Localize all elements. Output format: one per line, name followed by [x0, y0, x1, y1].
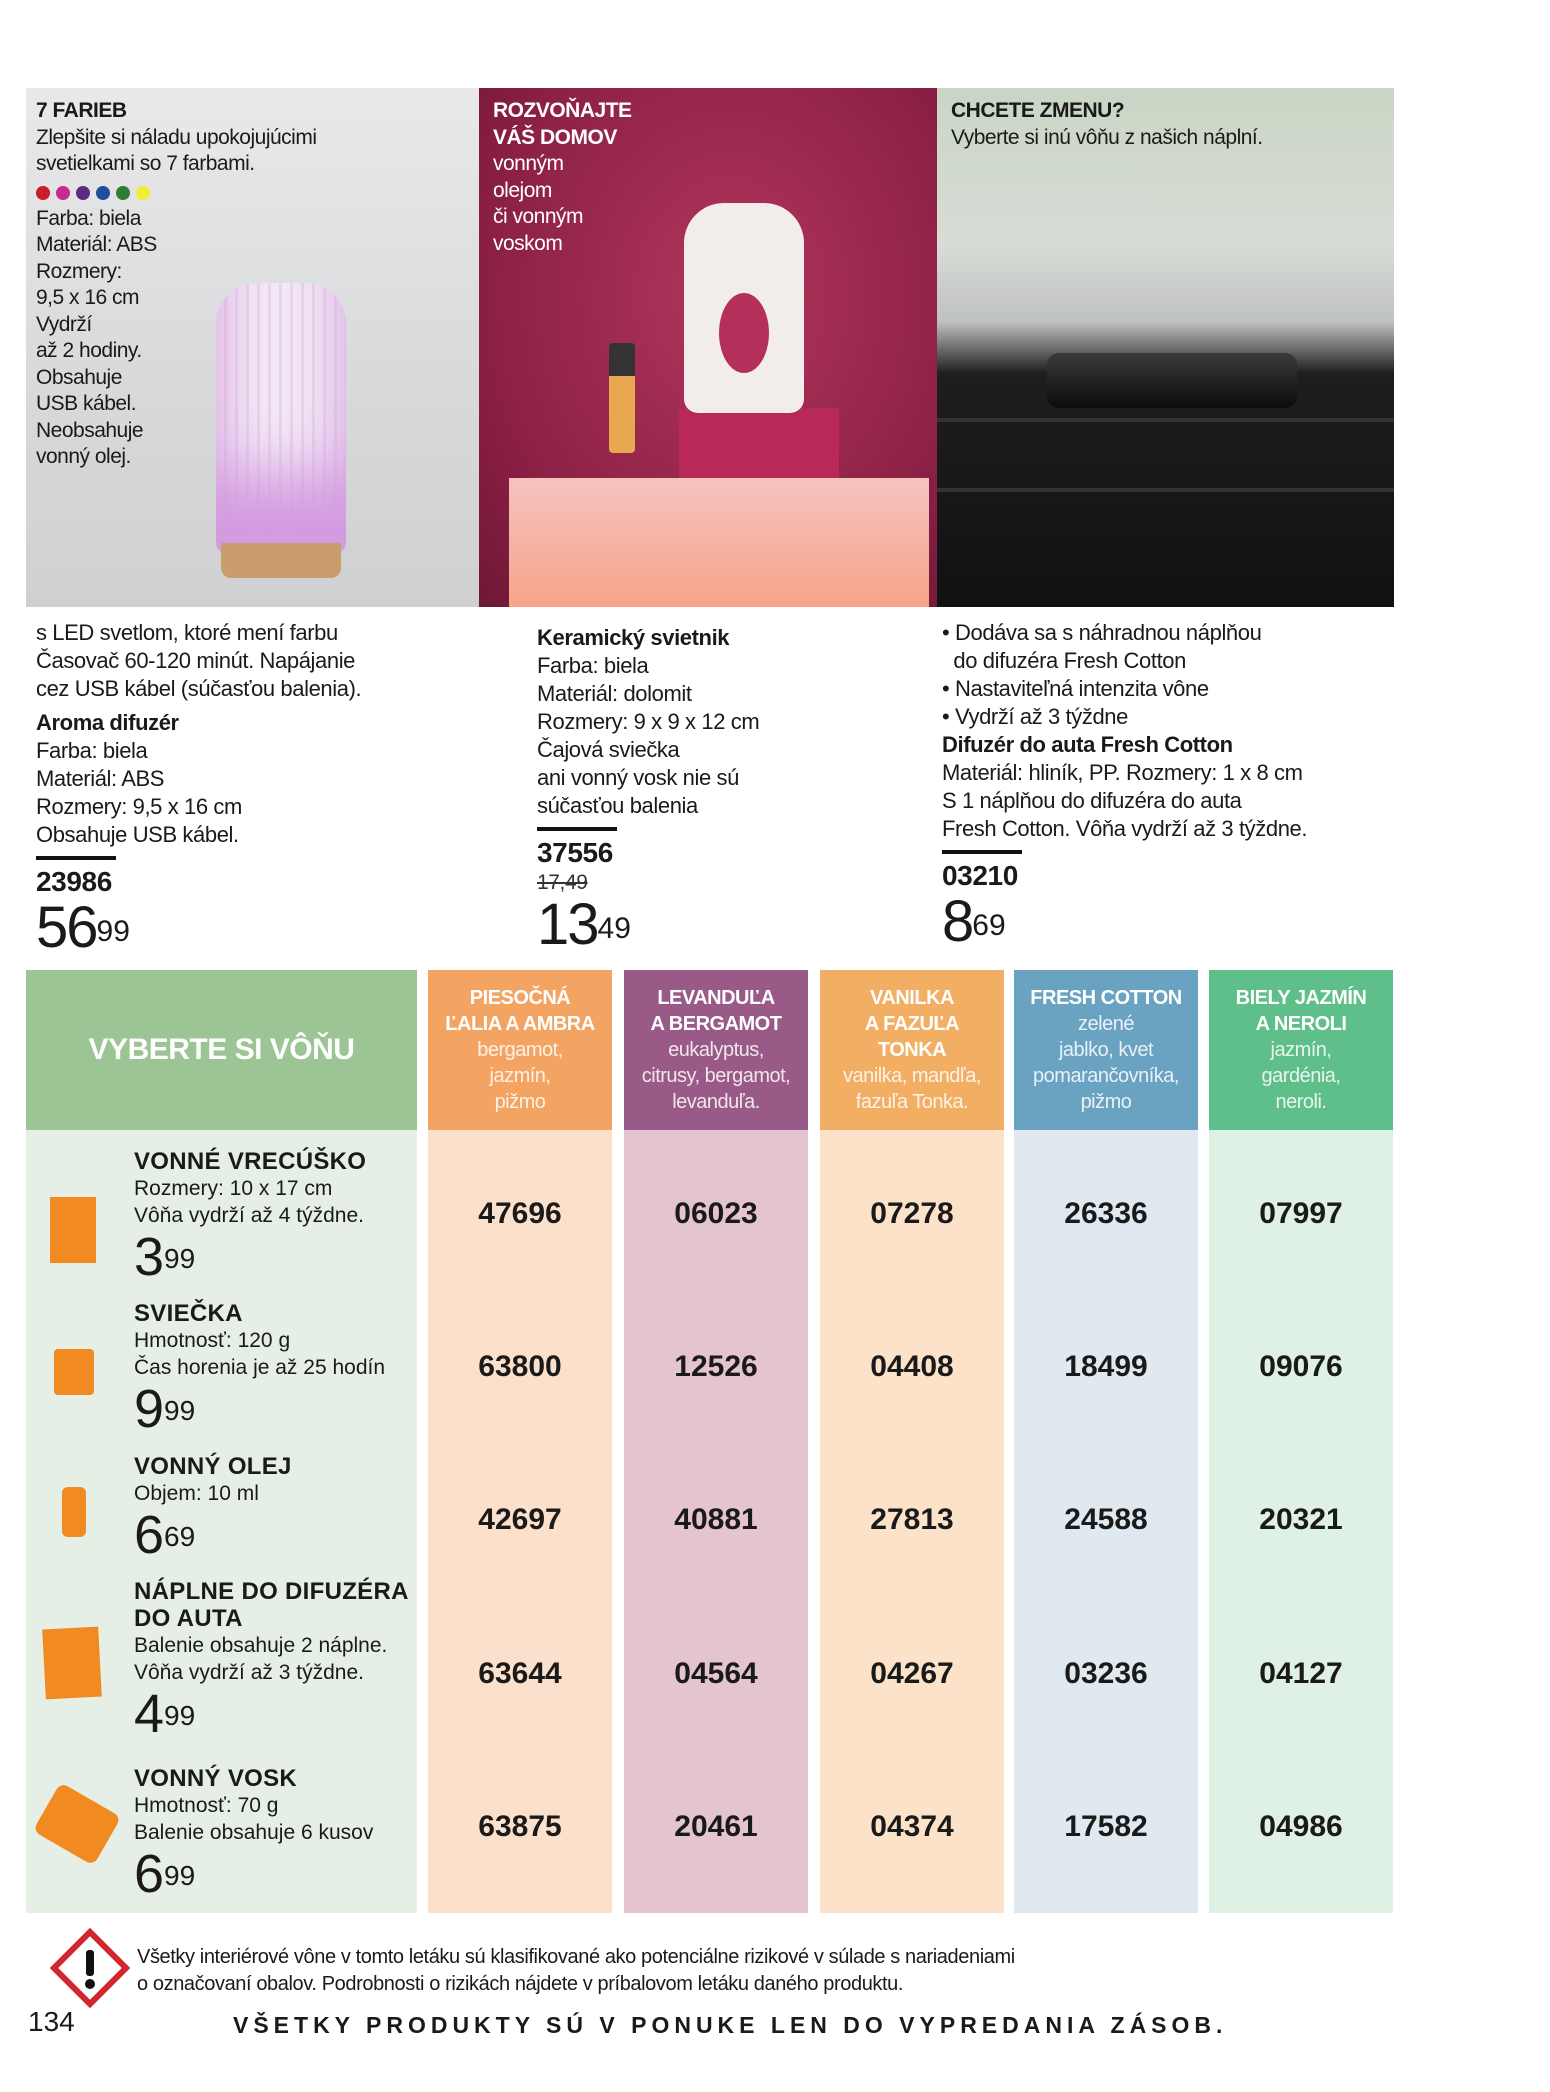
product-name: Keramický svietnik [537, 625, 730, 650]
books-image [509, 478, 929, 607]
price-main: 6 [134, 1505, 165, 1565]
scent-column [820, 1130, 1004, 1913]
hazard-warning-icon [50, 1928, 130, 2008]
product-code: 09076 [1259, 1350, 1343, 1383]
scent-note: jazmín, [1270, 1039, 1332, 1061]
product-row [134, 1300, 414, 1437]
spec: Farba: biela [537, 653, 649, 678]
panel-text: vonným [493, 152, 564, 175]
price-main: 9 [134, 1379, 165, 1439]
product-code: 47696 [478, 1197, 562, 1230]
spec: Obsahuje [36, 365, 122, 389]
row-product-name: SVIEČKA [134, 1300, 243, 1327]
spec: Čajová sviečka [537, 737, 680, 762]
price-main: 13 [537, 892, 598, 957]
page-number: 134 [28, 2006, 75, 2037]
row-price [134, 1686, 414, 1742]
price [537, 892, 759, 957]
product-code: 27813 [870, 1503, 954, 1536]
scent-header [1209, 970, 1393, 1130]
spec: ani vonný vosk nie sú [537, 765, 739, 790]
product-code: 37556 [537, 837, 613, 868]
product-code: 26336 [1064, 1197, 1148, 1230]
scent-note: gardénia, [1261, 1065, 1341, 1087]
product-code: 07997 [1259, 1197, 1343, 1230]
row-product-name: VONNÝ VOSK [134, 1765, 298, 1792]
table-heading [26, 970, 417, 1130]
scent-name: TONKA [877, 1039, 947, 1061]
product-code: 42697 [478, 1503, 562, 1536]
bullet: • Nastaviteľná intenzita vône [942, 676, 1209, 701]
row-detail: Balenie obsahuje 2 náplne. [134, 1634, 388, 1657]
color-dot [136, 186, 150, 200]
divider [36, 856, 116, 860]
product-code: 04374 [870, 1810, 954, 1843]
row-product-name: VONNÝ OLEJ [134, 1453, 292, 1480]
price-main: 3 [134, 1227, 165, 1287]
oil-bottle-icon [62, 1487, 86, 1537]
price-main: 8 [942, 889, 973, 954]
product-code: 40881 [674, 1503, 758, 1536]
product-row [134, 1765, 414, 1902]
scent-name: FRESH COTTON [1030, 987, 1182, 1009]
product-code: 04408 [870, 1350, 954, 1383]
spec: súčasťou balenia [537, 793, 698, 818]
scent-name: LEVANDUĽA [657, 987, 775, 1009]
scent-column [624, 1130, 808, 1913]
price-main: 56 [36, 895, 97, 960]
pedestal-image [679, 408, 839, 478]
product-name: Aroma difuzér [36, 710, 179, 735]
panel-text: olejom [493, 178, 552, 202]
scent-note: vanilka, mandľa, [843, 1065, 981, 1087]
footer-note: VŠETKY PRODUKTY SÚ V PONUKE LEN DO VYPREDANIA ZÁSOB. [233, 2012, 1228, 2038]
bullet: do difuzéra Fresh Cotton [942, 648, 1186, 673]
spec: Materiál: hliník, PP. Rozmery: 1 x 8 cm [942, 760, 1303, 785]
product-code: 04127 [1259, 1657, 1343, 1690]
product-code: 04267 [870, 1657, 954, 1690]
scent-name: PIESOČNÁ [469, 987, 571, 1009]
product-code: 06023 [674, 1197, 758, 1230]
product-code: 18499 [1064, 1350, 1148, 1383]
color-dot [116, 186, 130, 200]
price-cents: 99 [164, 1860, 196, 1891]
scent-note: bergamot, [477, 1039, 563, 1061]
panel-text: svetielkami so 7 farbami. [36, 152, 255, 175]
product-aroma-diffuser [36, 619, 362, 960]
spec: USB kábel. [36, 392, 137, 415]
product-code: 63875 [478, 1810, 562, 1843]
product-code: 63800 [478, 1350, 562, 1383]
panel-text: voskom [493, 231, 563, 255]
product-row [134, 1148, 414, 1285]
spec: Neobsahuje [36, 418, 144, 442]
old-price: 17,49 [537, 871, 588, 894]
scent-note: levanduľa. [672, 1091, 760, 1113]
spec: S 1 náplňou do difuzéra do auta [942, 788, 1242, 813]
spec: Materiál: dolomit [537, 681, 692, 706]
panel-text: či vonným [493, 205, 584, 228]
intro-line: cez USB kábel (súčasťou balenia). [36, 676, 362, 701]
panel-title: ROZVOŇAJTE [493, 99, 632, 122]
scent-note: fazuľa Tonka. [855, 1091, 969, 1113]
product-code: 23986 [36, 866, 112, 897]
candle-icon [54, 1349, 94, 1395]
scent-header [624, 970, 808, 1130]
product-code: 04564 [674, 1657, 758, 1690]
product-code: 63644 [478, 1657, 562, 1690]
price-cents: 69 [164, 1521, 196, 1552]
price-cents: 99 [164, 1700, 196, 1731]
spec: Vydrží [36, 312, 92, 336]
price-main: 6 [134, 1844, 165, 1904]
scent-note: eukalyptus, [668, 1039, 764, 1061]
row-product-name: NÁPLNE DO DIFUZÉRA DO AUTA [134, 1578, 408, 1632]
row-detail: Hmotnosť: 120 g [134, 1329, 291, 1352]
car-diffuser-image [1047, 353, 1297, 408]
scent-note: pomarančovníka, [1033, 1065, 1179, 1087]
color-dot [56, 186, 70, 200]
row-price [134, 1229, 414, 1285]
color-dot [96, 186, 110, 200]
spec: Farba: biela [36, 206, 141, 230]
row-product-name: VONNÉ VRECÚŠKO [134, 1148, 367, 1175]
product-row [134, 1453, 414, 1563]
product-car-diffuser [942, 619, 1308, 954]
scent-note: zelené [1078, 1013, 1134, 1035]
car-diffuser-photo [937, 88, 1394, 607]
panel-text: Zlepšite si náladu upokojujúcimi [36, 125, 317, 149]
spec: Rozmery: [36, 259, 122, 283]
scent-note: pižmo [1080, 1091, 1132, 1113]
warning-text [137, 1944, 1015, 1998]
divider [942, 850, 1022, 854]
warning-line: o označovaní obalov. Podrobnosti o rizikách nájdete v príbalovom letáku daného produktu. [137, 1973, 904, 1995]
panel-title: VÁŠ DOMOV [493, 125, 617, 149]
scent-header [428, 970, 612, 1130]
scent-header [1014, 970, 1198, 1130]
product-code: 03236 [1064, 1657, 1148, 1690]
price-cents: 99 [96, 915, 130, 948]
scent-name: A BERGAMOT [650, 1013, 782, 1035]
price-cents: 69 [972, 909, 1006, 942]
spec: 9,5 x 16 cm [36, 286, 140, 309]
spec: až 2 hodiny. [36, 339, 142, 362]
product-code: 12526 [674, 1350, 758, 1383]
product-code: 17582 [1064, 1810, 1148, 1843]
burner-image [684, 203, 804, 413]
price [942, 889, 1307, 954]
sachet-icon [50, 1197, 96, 1263]
panel-title: 7 FARIEB [36, 99, 127, 122]
product-row [134, 1578, 414, 1742]
product-code: 24588 [1064, 1503, 1148, 1536]
row-detail: Čas horenia je až 25 hodín [134, 1356, 386, 1379]
spec: Rozmery: 9,5 x 16 cm [36, 794, 242, 819]
product-ceramic-burner [537, 624, 760, 957]
panel-title: CHCETE ZMENU? [951, 99, 1125, 122]
spec: Rozmery: 9 x 9 x 12 cm [537, 709, 760, 734]
panel-text: Vyberte si inú vôňu z našich náplní. [951, 125, 1263, 149]
aroma-diffuser-photo [26, 88, 479, 607]
warning-line: Všetky interiérové vône v tomto letáku sú klasifikované ako potenciálne rizikové v súlade s nariadeniami [137, 1946, 1015, 1968]
ceramic-burner-photo [479, 88, 937, 607]
price-cents: 49 [597, 912, 631, 945]
scent-column [1014, 1130, 1198, 1913]
color-dots [36, 186, 317, 200]
row-price [134, 1846, 414, 1902]
product-code: 03210 [942, 860, 1018, 891]
spec: vonný olej. [36, 445, 131, 468]
spec: Farba: biela [36, 738, 148, 763]
scent-name: BIELY JAZMÍN [1235, 987, 1367, 1009]
table-heading-text: VYBERTE SI VÔŇU [88, 1033, 355, 1066]
row-detail: Vôňa vydrží až 4 týždne. [134, 1204, 364, 1227]
spec: Obsahuje USB kábel. [36, 822, 239, 847]
price-cents: 99 [164, 1243, 196, 1274]
price [36, 895, 361, 960]
scent-note: pižmo [494, 1091, 546, 1113]
scent-note: jazmín, [489, 1065, 551, 1087]
row-detail: Objem: 10 ml [134, 1482, 259, 1505]
scent-name: A FAZUĽA [864, 1013, 960, 1035]
row-detail: Hmotnosť: 70 g [134, 1794, 279, 1817]
scent-name: ĽALIA A AMBRA [445, 1013, 595, 1035]
row-detail: Balenie obsahuje 6 kusov [134, 1821, 374, 1844]
scent-column [428, 1130, 612, 1913]
product-code: 07278 [870, 1197, 954, 1230]
product-code: 20321 [1259, 1503, 1343, 1536]
row-price [134, 1381, 414, 1437]
bullet: • Vydrží až 3 týždne [942, 704, 1128, 729]
spec: Fresh Cotton. Vôňa vydrží až 3 týždne. [942, 816, 1308, 841]
price-cents: 99 [164, 1395, 196, 1426]
row-detail: Rozmery: 10 x 17 cm [134, 1177, 333, 1200]
scent-column [1209, 1130, 1393, 1913]
scent-note: jablko, kvet [1058, 1039, 1154, 1061]
scent-note: citrusy, bergamot, [641, 1065, 791, 1087]
product-name: Difuzér do auta Fresh Cotton [942, 732, 1233, 757]
scent-header [820, 970, 1004, 1130]
scent-name: VANILKA [870, 987, 954, 1009]
price-main: 4 [134, 1684, 165, 1744]
color-dot [36, 186, 50, 200]
oil-bottle-image [609, 343, 635, 453]
color-dot [76, 186, 90, 200]
product-code: 04986 [1259, 1810, 1343, 1843]
refill-icon [42, 1627, 102, 1700]
row-detail: Vôňa vydrží až 3 týždne. [134, 1661, 364, 1684]
bullet: • Dodáva sa s náhradnou náplňou [942, 620, 1262, 645]
divider [537, 827, 617, 831]
spec: Materiál: ABS [36, 233, 157, 256]
product-code: 20461 [674, 1810, 758, 1843]
scent-name: A NEROLI [1255, 1013, 1347, 1035]
intro-line: Časovač 60-120 minút. Napájanie [36, 648, 356, 673]
diffuser-base [221, 543, 341, 578]
spec: Materiál: ABS [36, 766, 165, 791]
scent-note: neroli. [1275, 1091, 1327, 1113]
intro-line: s LED svetlom, ktoré mení farbu [36, 620, 338, 645]
row-price [134, 1507, 414, 1563]
